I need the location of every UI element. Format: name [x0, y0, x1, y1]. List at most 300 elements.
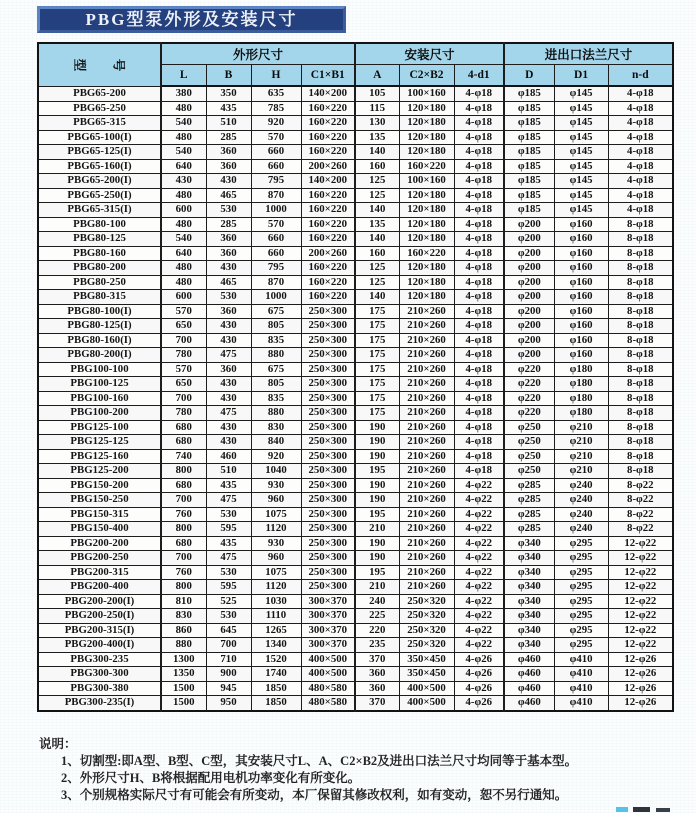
value-cell: φ295	[554, 580, 608, 595]
value-cell: 160×220	[301, 203, 355, 218]
value-cell: 8-φ18	[608, 333, 673, 348]
table-row	[38, 638, 673, 653]
table-row	[38, 174, 673, 189]
value-cell: φ295	[554, 536, 608, 551]
value-cell: φ285	[504, 478, 554, 493]
value-cell: 4-φ26	[454, 696, 504, 711]
value-cell: φ340	[504, 623, 554, 638]
value-cell: 430	[206, 377, 251, 392]
table-row	[38, 348, 673, 363]
value-cell: 800	[161, 522, 206, 537]
value-cell: 600	[161, 203, 206, 218]
value-cell: 350×450	[399, 667, 454, 682]
value-cell: 530	[206, 609, 251, 624]
value-cell: 8-φ18	[608, 464, 673, 479]
value-cell: 430	[206, 333, 251, 348]
model-cell: PBG80-250	[38, 275, 161, 290]
value-cell: φ340	[504, 536, 554, 551]
value-cell: 475	[206, 493, 251, 508]
value-cell: 595	[206, 580, 251, 595]
value-cell: 160×220	[301, 101, 355, 116]
table-row	[38, 391, 673, 406]
value-cell: 400×500	[399, 681, 454, 696]
value-cell: 930	[251, 478, 301, 493]
table-row	[38, 551, 673, 566]
value-cell: 250×300	[301, 406, 355, 421]
value-cell: 1110	[251, 609, 301, 624]
value-cell: 4-φ18	[454, 420, 504, 435]
value-cell: φ200	[504, 319, 554, 334]
value-cell: 400×500	[399, 696, 454, 711]
value-cell: 930	[251, 536, 301, 551]
value-cell: 160×220	[301, 290, 355, 305]
table-row	[38, 319, 673, 334]
model-cell: PBG125-100	[38, 420, 161, 435]
value-cell: 8-φ18	[608, 246, 673, 261]
value-cell: 4-φ22	[454, 623, 504, 638]
value-cell: 12-φ22	[608, 551, 673, 566]
model-cell: PBG65-125(I)	[38, 145, 161, 160]
model-cell: PBG80-100(I)	[38, 304, 161, 319]
value-cell: 175	[355, 391, 399, 406]
notes-section	[39, 736, 577, 804]
model-cell: PBG150-250	[38, 493, 161, 508]
value-cell: 430	[206, 319, 251, 334]
table-row	[38, 667, 673, 682]
value-cell: 960	[251, 493, 301, 508]
value-cell: 190	[355, 435, 399, 450]
value-cell: 160×220	[399, 246, 454, 261]
value-cell: 190	[355, 449, 399, 464]
value-cell: φ340	[504, 638, 554, 653]
table-row	[38, 493, 673, 508]
value-cell: 4-φ18	[608, 188, 673, 203]
value-cell: 480	[161, 275, 206, 290]
table-row	[38, 159, 673, 174]
table-row	[38, 246, 673, 261]
value-cell: 4-φ18	[454, 348, 504, 363]
value-cell: 125	[355, 275, 399, 290]
value-cell: 100×160	[399, 174, 454, 189]
column-header-D1: D1	[554, 64, 608, 86]
value-cell: 650	[161, 319, 206, 334]
value-cell: 115	[355, 101, 399, 116]
value-cell: 250×300	[301, 348, 355, 363]
value-cell: φ185	[504, 174, 554, 189]
notes-heading: 说明：	[39, 737, 77, 751]
value-cell: 300×370	[301, 638, 355, 653]
value-cell: 175	[355, 333, 399, 348]
value-cell: 4-φ26	[454, 652, 504, 667]
value-cell: 680	[161, 420, 206, 435]
value-cell: 360	[206, 362, 251, 377]
value-cell: 945	[206, 681, 251, 696]
model-cell: PBG80-125(I)	[38, 319, 161, 334]
value-cell: 4-φ18	[454, 116, 504, 131]
value-cell: 190	[355, 536, 399, 551]
value-cell: 250×320	[399, 623, 454, 638]
value-cell: φ200	[504, 290, 554, 305]
value-cell: 175	[355, 362, 399, 377]
value-cell: φ145	[554, 116, 608, 131]
value-cell: φ145	[554, 159, 608, 174]
value-cell: 780	[161, 406, 206, 421]
value-cell: 4-φ18	[608, 203, 673, 218]
value-cell: 4-φ18	[454, 217, 504, 232]
table-row	[38, 420, 673, 435]
value-cell: 120×180	[399, 188, 454, 203]
value-cell: 360	[206, 232, 251, 247]
value-cell: 210×260	[399, 507, 454, 522]
value-cell: φ460	[504, 681, 554, 696]
value-cell: 190	[355, 420, 399, 435]
value-cell: 830	[161, 609, 206, 624]
value-cell: 140×200	[301, 86, 355, 101]
value-cell: 740	[161, 449, 206, 464]
table-row	[38, 565, 673, 580]
value-cell: 210×260	[399, 333, 454, 348]
value-cell: 195	[355, 507, 399, 522]
value-cell: 160×220	[301, 232, 355, 247]
value-cell: 920	[251, 116, 301, 131]
table-row	[38, 188, 673, 203]
value-cell: 250×300	[301, 304, 355, 319]
model-cell: PBG125-125	[38, 435, 161, 450]
value-cell: 12-φ22	[608, 609, 673, 624]
value-cell: φ340	[504, 580, 554, 595]
column-header-H: H	[251, 64, 301, 86]
value-cell: 210×260	[399, 478, 454, 493]
value-cell: 540	[161, 232, 206, 247]
model-header-char: 号	[110, 58, 125, 72]
value-cell: 475	[206, 348, 251, 363]
table-row	[38, 449, 673, 464]
value-cell: 465	[206, 275, 251, 290]
value-cell: 645	[206, 623, 251, 638]
model-header-char: 型	[72, 58, 87, 72]
model-cell: PBG100-200	[38, 406, 161, 421]
value-cell: 4-φ18	[454, 159, 504, 174]
value-cell: 480×580	[301, 696, 355, 711]
table-row	[38, 435, 673, 450]
value-cell: 1520	[251, 652, 301, 667]
model-cell: PBG150-200	[38, 478, 161, 493]
value-cell: φ200	[504, 333, 554, 348]
value-cell: 800	[161, 464, 206, 479]
value-cell: φ200	[504, 304, 554, 319]
table-row	[38, 145, 673, 160]
model-cell: PBG125-200	[38, 464, 161, 479]
value-cell: φ295	[554, 638, 608, 653]
value-cell: 1850	[251, 696, 301, 711]
value-cell: 350	[206, 86, 251, 101]
value-cell: 4-φ18	[454, 246, 504, 261]
value-cell: 510	[206, 464, 251, 479]
model-cell: PBG300-235	[38, 652, 161, 667]
value-cell: φ145	[554, 145, 608, 160]
value-cell: 135	[355, 217, 399, 232]
value-cell: φ185	[504, 130, 554, 145]
table-row	[38, 536, 673, 551]
value-cell: 210×260	[399, 406, 454, 421]
value-cell: 920	[251, 449, 301, 464]
value-cell: φ160	[554, 261, 608, 276]
value-cell: 710	[206, 652, 251, 667]
value-cell: 430	[206, 174, 251, 189]
value-cell: φ160	[554, 333, 608, 348]
value-cell: 4-φ22	[454, 507, 504, 522]
value-cell: 430	[206, 261, 251, 276]
value-cell: φ240	[554, 522, 608, 537]
value-cell: 1120	[251, 522, 301, 537]
value-cell: 680	[161, 435, 206, 450]
value-cell: φ200	[504, 275, 554, 290]
value-cell: 210	[355, 522, 399, 537]
value-cell: 12-φ22	[608, 580, 673, 595]
value-cell: 210×260	[399, 464, 454, 479]
value-cell: 4-φ26	[454, 667, 504, 682]
value-cell: 175	[355, 377, 399, 392]
value-cell: 360	[206, 159, 251, 174]
value-cell: φ145	[554, 86, 608, 101]
column-header-4-d1: 4-d1	[454, 64, 504, 86]
value-cell: φ180	[554, 406, 608, 421]
value-cell: 160×220	[301, 188, 355, 203]
model-cell: PBG100-160	[38, 391, 161, 406]
value-cell: φ240	[554, 493, 608, 508]
value-cell: 4-φ22	[454, 493, 504, 508]
value-cell: 210×260	[399, 565, 454, 580]
model-cell: PBG200-400(I)	[38, 638, 161, 653]
value-cell: 660	[251, 246, 301, 261]
table-row	[38, 406, 673, 421]
model-cell: PBG200-315	[38, 565, 161, 580]
value-cell: 900	[206, 667, 251, 682]
model-cell: PBG65-200	[38, 86, 161, 101]
value-cell: φ410	[554, 652, 608, 667]
value-cell: 12-φ26	[608, 652, 673, 667]
value-cell: 4-φ22	[454, 551, 504, 566]
value-cell: 8-φ18	[608, 435, 673, 450]
value-cell: 430	[206, 391, 251, 406]
value-cell: 195	[355, 565, 399, 580]
value-cell: 190	[355, 493, 399, 508]
value-cell: φ460	[504, 652, 554, 667]
value-cell: 480	[161, 101, 206, 116]
value-cell: 8-φ18	[608, 420, 673, 435]
value-cell: 4-φ18	[454, 464, 504, 479]
value-cell: 4-φ18	[454, 188, 504, 203]
value-cell: 8-φ18	[608, 449, 673, 464]
value-cell: φ160	[554, 217, 608, 232]
value-cell: 250×300	[301, 507, 355, 522]
value-cell: 250×320	[399, 609, 454, 624]
value-cell: 8-φ18	[608, 261, 673, 276]
table-row	[38, 681, 673, 696]
value-cell: 250×300	[301, 319, 355, 334]
value-cell: 4-φ18	[454, 362, 504, 377]
model-cell: PBG150-315	[38, 507, 161, 522]
value-cell: 210×260	[399, 348, 454, 363]
table-row	[38, 594, 673, 609]
value-cell: 4-φ26	[454, 681, 504, 696]
value-cell: 160×220	[301, 217, 355, 232]
value-cell: 160×220	[301, 116, 355, 131]
value-cell: 140×200	[301, 174, 355, 189]
header-model	[38, 43, 161, 86]
value-cell: 175	[355, 304, 399, 319]
value-cell: 435	[206, 536, 251, 551]
value-cell: 570	[161, 362, 206, 377]
value-cell: φ410	[554, 696, 608, 711]
value-cell: φ240	[554, 507, 608, 522]
value-cell: 250×300	[301, 464, 355, 479]
page-title	[37, 6, 346, 33]
value-cell: 8-φ18	[608, 217, 673, 232]
table-row	[38, 652, 673, 667]
value-cell: 370	[355, 652, 399, 667]
value-cell: 760	[161, 507, 206, 522]
value-cell: 210×260	[399, 319, 454, 334]
value-cell: 175	[355, 348, 399, 363]
value-cell: φ340	[504, 551, 554, 566]
value-cell: 12-φ26	[608, 681, 673, 696]
value-cell: 880	[161, 638, 206, 653]
value-cell: φ460	[504, 667, 554, 682]
table-row	[38, 362, 673, 377]
value-cell: 795	[251, 174, 301, 189]
value-cell: 125	[355, 174, 399, 189]
table-row	[38, 304, 673, 319]
column-header-A: A	[355, 64, 399, 86]
value-cell: 360	[355, 681, 399, 696]
value-cell: 1000	[251, 290, 301, 305]
table-row	[38, 116, 673, 131]
model-cell: PBG150-400	[38, 522, 161, 537]
value-cell: φ185	[504, 101, 554, 116]
value-cell: 225	[355, 609, 399, 624]
value-cell: 105	[355, 86, 399, 101]
value-cell: φ340	[504, 609, 554, 624]
value-cell: 4-φ18	[454, 130, 504, 145]
value-cell: 210×260	[399, 522, 454, 537]
value-cell: 125	[355, 261, 399, 276]
column-header-C2xB2: C2×B2	[399, 64, 454, 86]
value-cell: φ210	[554, 420, 608, 435]
value-cell: φ160	[554, 348, 608, 363]
value-cell: 430	[161, 174, 206, 189]
value-cell: φ185	[504, 86, 554, 101]
value-cell: 4-φ22	[454, 565, 504, 580]
value-cell: 250×300	[301, 580, 355, 595]
model-cell: PBG200-250(I)	[38, 609, 161, 624]
value-cell: 250×300	[301, 333, 355, 348]
model-cell: PBG200-200	[38, 536, 161, 551]
value-cell: 540	[161, 145, 206, 160]
value-cell: φ145	[554, 188, 608, 203]
value-cell: 870	[251, 275, 301, 290]
value-cell: φ200	[504, 261, 554, 276]
value-cell: φ160	[554, 275, 608, 290]
value-cell: 370	[355, 696, 399, 711]
value-cell: 4-φ18	[454, 319, 504, 334]
value-cell: φ160	[554, 304, 608, 319]
value-cell: 530	[206, 565, 251, 580]
value-cell: 8-φ18	[608, 319, 673, 334]
value-cell: φ250	[504, 449, 554, 464]
value-cell: 380	[161, 86, 206, 101]
model-cell: PBG100-125	[38, 377, 161, 392]
model-cell: PBG65-100(I)	[38, 130, 161, 145]
model-cell: PBG65-200(I)	[38, 174, 161, 189]
value-cell: 600	[161, 290, 206, 305]
value-cell: 960	[251, 551, 301, 566]
value-cell: φ295	[554, 594, 608, 609]
value-cell: 160×220	[399, 159, 454, 174]
value-cell: 360	[206, 304, 251, 319]
value-cell: 300×370	[301, 623, 355, 638]
model-cell: PBG125-160	[38, 449, 161, 464]
value-cell: φ240	[554, 478, 608, 493]
model-cell: PBG200-250	[38, 551, 161, 566]
value-cell: φ210	[554, 435, 608, 450]
value-cell: 4-φ18	[454, 435, 504, 450]
value-cell: 120×180	[399, 145, 454, 160]
column-header-C1xB1: C1×B1	[301, 64, 355, 86]
value-cell: 12-φ26	[608, 667, 673, 682]
column-header-n-d: n-d	[608, 64, 673, 86]
value-cell: 700	[161, 493, 206, 508]
value-cell: φ410	[554, 681, 608, 696]
table-row	[38, 101, 673, 116]
value-cell: 350×450	[399, 652, 454, 667]
value-cell: 475	[206, 406, 251, 421]
value-cell: 8-φ18	[608, 304, 673, 319]
value-cell: 530	[206, 507, 251, 522]
value-cell: 480	[161, 217, 206, 232]
scan-artifact-dark	[656, 808, 670, 812]
table-body	[38, 86, 673, 711]
value-cell: φ180	[554, 362, 608, 377]
value-cell: 675	[251, 362, 301, 377]
model-cell: PBG200-400	[38, 580, 161, 595]
value-cell: 210×260	[399, 536, 454, 551]
value-cell: φ340	[504, 565, 554, 580]
value-cell: 1340	[251, 638, 301, 653]
value-cell: 4-φ18	[454, 391, 504, 406]
value-cell: 120×180	[399, 101, 454, 116]
value-cell: 250×320	[399, 594, 454, 609]
value-cell: φ160	[554, 290, 608, 305]
table-row	[38, 333, 673, 348]
value-cell: 190	[355, 478, 399, 493]
value-cell: 130	[355, 116, 399, 131]
model-cell: PBG200-200(I)	[38, 594, 161, 609]
value-cell: 4-φ18	[454, 449, 504, 464]
value-cell: 4-φ18	[608, 159, 673, 174]
value-cell: φ145	[554, 174, 608, 189]
value-cell: 650	[161, 377, 206, 392]
value-cell: 4-φ18	[454, 304, 504, 319]
value-cell: 140	[355, 203, 399, 218]
value-cell: 8-φ18	[608, 362, 673, 377]
value-cell: 4-φ18	[608, 130, 673, 145]
value-cell: 8-φ22	[608, 493, 673, 508]
value-cell: 680	[161, 536, 206, 551]
value-cell: 805	[251, 319, 301, 334]
value-cell: 250×300	[301, 522, 355, 537]
model-cell: PBG300-235(I)	[38, 696, 161, 711]
